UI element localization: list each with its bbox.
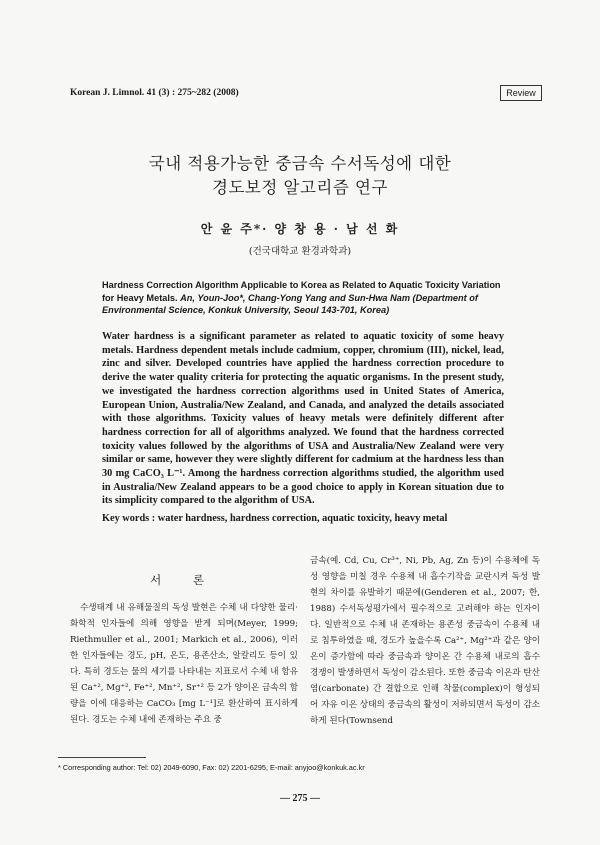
korean-title-line-2: 경도보정 알고리즘 연구	[212, 178, 388, 197]
footnote-rule	[58, 757, 146, 758]
journal-citation: Korean J. Limnol. 41 (3) : 275~282 (2008)	[70, 88, 239, 98]
english-authors: An, Youn-Joo*, Chang-Yong Yang and Sun-Hwa Nam (Department of Environmental Science, Konkuk University, Seoul 143-701, Korea)	[102, 292, 478, 315]
english-title: Hardness Correction Algorithm Applicable to Korea as Related to Aquatic Toxicity Variation for Heavy Metals.	[102, 280, 501, 303]
keywords: Key words : water hardness, hardness correction, aquatic toxicity, heavy metal	[102, 513, 448, 524]
authors: 안 윤 주*· 양 창 용 · 남 선 화	[200, 222, 400, 236]
page-number: — 275 —	[280, 793, 320, 804]
footnote: * Corresponding author: Tel: 02) 2049-6090, Fax: 02) 2201-6295, E-mail: anyjoo@konkuk.ac.kr	[58, 763, 365, 772]
affiliation: (건국대학교 환경과학과)	[248, 246, 352, 257]
abstract: Water hardness is a significant parameter as related to aquatic toxicity of some heavy metals. Hardness dependent metals include cadmium, copper, chromium (III), nickel, lead, zinc and silver. Developed countries have applied the hardness correction procedure to derive the water quality criteria for protecting the aquatic organisms. In the present study, we investigated the hardness correction algorithms used in United States of America, European Union, Australia/New Zealand, and Canada, and analyzed the details associated with those algorithms. Toxicity values of heavy metals were definitely different after hardness correction for all of algorithms analyzed. We found that the hardness corrected toxicity values followed by the algorithms of USA and Australia/New Zealand were very similar or same, however they were slightly different for cadmium at the hardness less than 30 mg CaCO₃ L⁻¹. Among the hardness correction algorithms studied, the algorithm used in Australia/New Zealand appears to be a good choice to apply in Korean situation due to its simplicity compared to the algorithm of USA.	[102, 331, 504, 507]
korean-title-line-1: 국내 적용가능한 중금속 수서독성에 대한	[148, 154, 452, 173]
body-left-column: 수생태계 내 유해물질의 독성 발현은 수체 내 다양한 물리·화학적 인자들에 의해 영향을 받게 되며(Meyer, 1999; Riethmuller et al., 2001; Markich et al., 2006), 이러한 인자들에는 경도, pH, 온도, 용존산소, 알칼리도 등이 있다. 특히 경도는 물의 세기를 나타내는 지표로서 수체 내 함유된 Ca⁺², Mg⁺², Fe⁺², Mn⁺², Sr⁺² 등 2가 양이온 금속의 함량을 이에 대응하는 CaCO₃ [mg L⁻¹]로 환산하여 표시하게 된다. 경도는 수체 내에 존재하는 주요 중	[70, 603, 298, 725]
english-title-block	[102, 279, 504, 317]
section-heading: 서 론	[150, 573, 218, 587]
review-badge: Review	[500, 85, 542, 101]
body-right-column: 금속(예. Cd, Cu, Cr³⁺, Ni, Pb, Ag, Zn 등)이 수용체에 독성 영향을 미칠 경우 수용체 내 흡수기작을 교란시켜 독성 발현의 차이를 유발하기 때문에(Genderen et al., 2007; 한, 1988) 수서독성평가에서 필수적으로 고려해야 하는 인자이다. 일반적으로 수체 내 존재하는 용존성 중금속이 수용체 내로 침투하였을 때, 경도가 높을수록 Ca²⁺, Mg²⁺과 같은 양이온이 증가함에 따라 중금속과 양이온 간 수용체 내로의 흡수 경쟁이 발생하면서 독성이 감소된다. 또한 중금속 이온과 탄산염(carbonate) 간 결합으로 인해 착물(complex)이 형성되어 자유 이온 상태의 중금속의 활성이 저하되면서 독성이 감소하게 된다(Townsend	[310, 556, 540, 726]
